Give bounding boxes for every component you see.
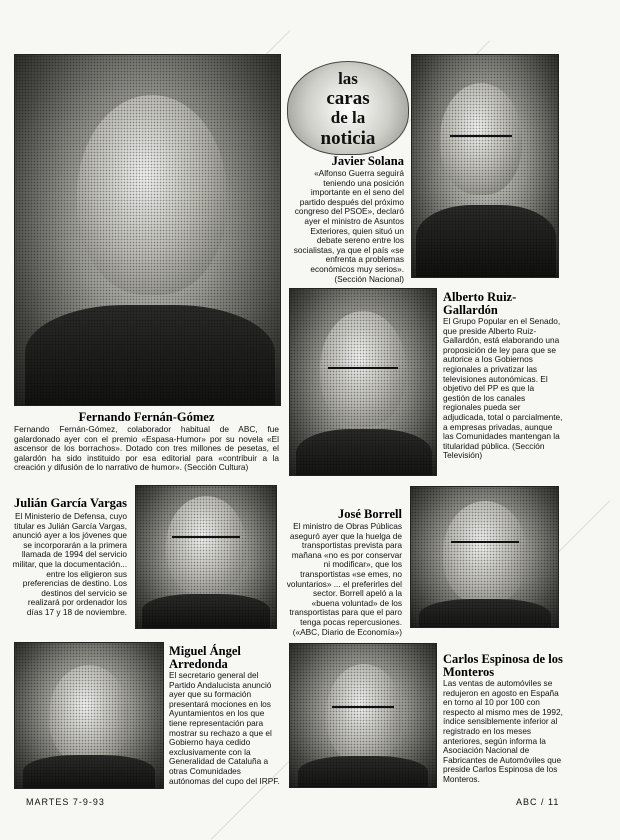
photo-ruiz-gallardon — [289, 288, 437, 476]
footer-page: ABC / 11 — [516, 797, 560, 807]
logo-line-2: caras — [326, 88, 370, 109]
arredonda-name: Miguel Ángel Arredonda — [169, 644, 241, 671]
logo-line-3: de la — [330, 108, 366, 127]
photo-espinosa-de-los-monteros — [289, 643, 437, 788]
solana-name: Javier Solana — [331, 154, 404, 168]
fernan-gomez-name: Fernando Fernán-Gómez — [78, 410, 215, 424]
photo-jose-borrell — [410, 486, 559, 628]
garcia-vargas-text: El Ministerio de Defensa, cuyo titular es Julián García Vargas, anunció ayer a los jóvenes que se incorporarán a la primera llamada de 1994 del servicio militar, que la documentación... entre los eligieron sus preferencias de destino. Los destinos del servicio se realizará por ordenador los días 17 y 18 de noviembre. — [12, 511, 127, 617]
fernan-gomez-text: Fernando Fernán-Gómez, colaborador habitual de ABC, fue galardonado ayer con el premio «Espasa-Humor» por su novela «El ascensor de los borrachos». Dotado con tres millones de pesetas, el galardón ha sido instituido por esa editorial para «contribuir a la creación y difusión de lo narrativo de humor». (Sección Cultura) — [14, 424, 279, 473]
logo-line-1: las — [338, 69, 358, 88]
photo-garcia-vargas — [135, 485, 277, 629]
gallardon-name: Alberto Ruiz-Gallardón — [443, 290, 517, 317]
espinosa-text: Las ventas de automóviles se redujeron en agosto en España en torno al 10 por 100 con respecto al mismo mes de 1992, índice sensiblemente inferior al registrado en los meses anteriores, según informa la Asociación Nacional de Fabricantes de Automóviles que preside Carlos Espinosa de los Monteros. — [443, 678, 563, 784]
photo-arredonda — [14, 642, 164, 789]
arredonda-text: El secretario general del Partido Andalucista anunció ayer que su formación presentará mociones en los Ayuntamientos en los que tiene representación para mostrar su rechazo a que el Gobierno haya cedido exclusivamente con la Generalidad de Cataluña a otras Comunidades autónomas del cupo del IRPF. — [169, 670, 280, 786]
solana-text: «Alfonso Guerra seguirá teniendo una posición importante en el seno del partido después del próximo congreso del PSOE», declaró ayer el ministro de Asuntos Exteriores, quien situó un debate sereno entre los socialistas, ya que el país «se enfrenta a problemas económicos muy serios». (Sección Nacional) — [293, 168, 404, 284]
logo-line-4: noticia — [320, 128, 376, 149]
garcia-vargas-name: Julián García Vargas — [14, 496, 127, 510]
espinosa-name: Carlos Espinosa de los Monteros — [443, 652, 563, 679]
footer-date: MARTES 7-9-93 — [26, 797, 105, 807]
las-caras-de-la-noticia-logo — [287, 61, 409, 155]
photo-fernan-gomez — [14, 54, 281, 406]
borrell-name: José Borrell — [338, 507, 402, 521]
borrell-text: El ministro de Obras Públicas aseguró ayer que la huelga de transportistas prevista para mañana «no es por conservar ni modificar», que los transportistas «se emes, no voluntarios» ... el preferirles del sector. Borrell apeló a la «buena voluntad» de los transportistas para que el paro tenga pocas repercusiones. («ABC, Diario de Economía») — [286, 521, 402, 637]
gallardon-text: El Grupo Popular en el Senado, que preside Alberto Ruiz-Gallardón, está elaborando una proposición de ley para que se autorice a los Gobiernos regionales a privatizar las televisiones autonómicas. El objetivo del PP es que la gestión de los canales regionales pueda ser adjudicada, total o parcialmente, a empresas privadas, aunque las Comunidades mantengan la titularidad pública. (Sección Televisión) — [443, 316, 563, 461]
photo-javier-solana — [411, 54, 559, 278]
